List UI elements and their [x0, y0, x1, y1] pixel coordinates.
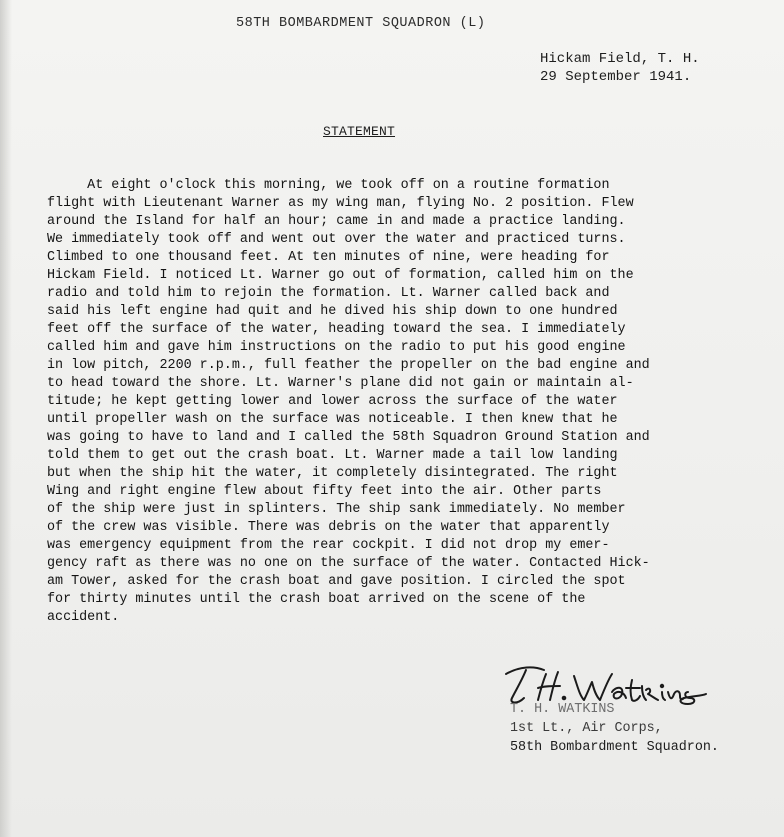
statement-line: am Tower, asked for the crash boat and gave position. I circled the spot — [47, 574, 626, 589]
statement-line: but when the ship hit the water, it completely disintegrated. The right — [47, 466, 618, 481]
statement-line: for thirty minutes until the crash boat arrived on the scene of the — [47, 592, 586, 607]
statement-line: titude; he kept getting lower and lower across the surface of the water — [47, 394, 618, 409]
statement-line: flight with Lieutenant Warner as my wing man, flying No. 2 position. Flew — [47, 196, 634, 211]
statement-line: to head toward the shore. Lt. Warner's plane did not gain or maintain al- — [47, 376, 634, 391]
statement-line: until propeller wash on the surface was noticeable. I then knew that he — [47, 412, 618, 427]
header-unit: 58TH BOMBARDMENT SQUADRON (L) — [236, 16, 486, 31]
statement-line: accident. — [47, 610, 120, 625]
statement-line: of the crew was visible. There was debris on the water that apparently — [47, 520, 610, 535]
statement-line: At eight o'clock this morning, we took off on a routine formation — [47, 178, 610, 193]
statement-line: in low pitch, 2200 r.p.m., full feather the propeller on the bad engine and — [47, 358, 650, 373]
statement-line: of the ship were just in splinters. The ship sank immediately. No member — [47, 502, 626, 517]
signatory-name: T. H. WATKINS — [510, 702, 615, 717]
dateline-place: Hickam Field, T. H. — [540, 51, 700, 67]
scan-edge — [0, 0, 12, 837]
statement-line: We immediately took off and went out over the water and practiced turns. — [47, 232, 626, 247]
statement-line: around the Island for half an hour; came in and made a practice landing. — [47, 214, 626, 229]
signatory-unit: 58th Bombardment Squadron. — [510, 740, 719, 755]
statement-line: Wing and right engine flew about fifty feet into the air. Other parts — [47, 484, 602, 499]
statement-line: said his left engine had quit and he dived his ship down to one hundred — [47, 304, 618, 319]
statement-line: Hickam Field. I noticed Lt. Warner go out of formation, called him on the — [47, 268, 634, 283]
statement-line: was going to have to land and I called the 58th Squadron Ground Station and — [47, 430, 650, 445]
statement-line: Climbed to one thousand feet. At ten minutes of nine, were heading for — [47, 250, 610, 265]
statement-line: radio and told him to rejoin the formation. Lt. Warner called back and — [47, 286, 610, 301]
signatory-rank: 1st Lt., Air Corps, — [510, 721, 663, 736]
dateline — [540, 50, 700, 86]
statement-line: was emergency equipment from the rear cockpit. I did not drop my emer- — [47, 538, 610, 553]
signature-block — [510, 700, 719, 757]
dateline-date: 29 September 1941. — [540, 69, 692, 85]
statement-line: gency raft as there was no one on the surface of the water. Contacted Hick- — [47, 556, 650, 571]
statement-body — [47, 177, 737, 627]
statement-line: told them to get out the crash boat. Lt. Warner made a tail low landing — [47, 448, 618, 463]
statement-line: feet off the surface of the water, heading toward the sea. I immediately — [47, 322, 626, 337]
document-title: STATEMENT — [323, 124, 396, 139]
statement-line: called him and gave him instructions on the radio to put his good engine — [47, 340, 626, 355]
